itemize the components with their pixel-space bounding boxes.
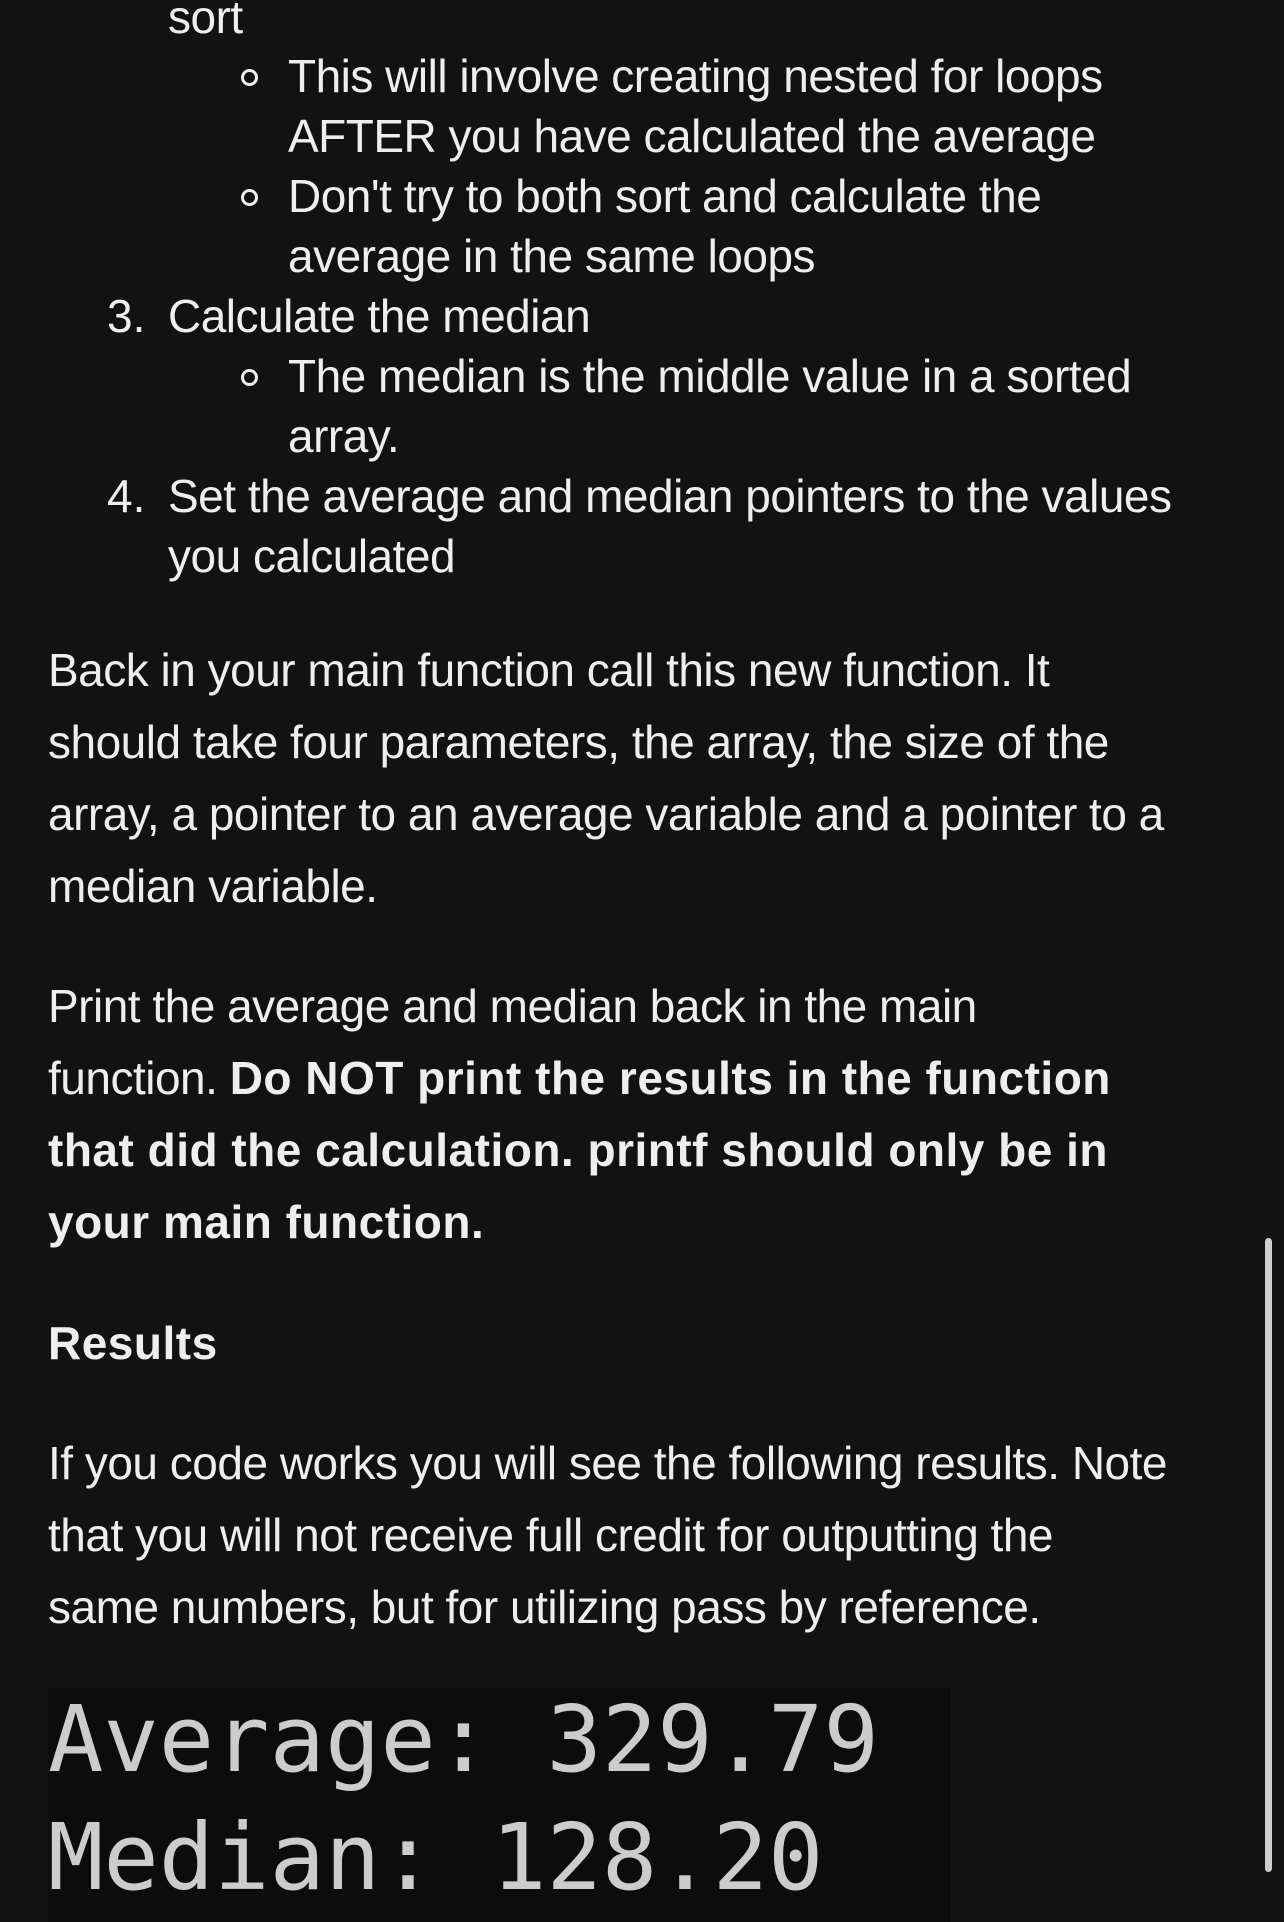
bold-warning-text: that did the calculation. printf should only be in [48,1124,1108,1176]
paragraph-line: same numbers, but for utilizing pass by reference. [48,1581,1041,1633]
sub-item-line: The median is the middle value in a sorted [288,350,1132,402]
paragraph-line [48,1042,1228,1114]
bold-warning-text: your main function. [48,1196,485,1248]
sub-item-line: This will involve creating nested for loops [288,50,1103,102]
list-item-text: Set the average and median pointers to the values [168,470,1172,522]
list-number: 3. [107,290,146,342]
list-fragment-text: sort [168,0,243,43]
paragraph-text: function. [48,1052,230,1104]
sub-item-line: Don't try to both sort and calculate the [288,170,1042,222]
paragraph [48,634,1228,922]
section-heading: Results [48,1317,218,1369]
console-output-image [48,1688,951,1922]
list-number: 4. [107,470,146,522]
median-output-line: Median: 128.20 [48,1804,824,1911]
bold-warning-text: Do NOT print the results in the function [229,1052,1111,1104]
sub-item-line: average in the same loops [288,230,816,282]
paragraph-line: array, a pointer to an average variable and a pointer to a [48,788,1164,840]
vertical-scrollbar[interactable] [1265,1238,1272,1872]
paragraph-line: that you will not receive full credit for outputting the [48,1509,1054,1561]
bullet-icon [241,189,258,206]
paragraph-line: Back in your main function call this new function. It [48,644,1050,696]
paragraph-line: If you code works you will see the following results. Note [48,1437,1167,1489]
bullet-icon [241,369,258,386]
list-item-text: Calculate the median [168,290,591,342]
bullet-icon [241,69,258,86]
average-output-line: Average: 329.79 [48,1686,879,1793]
list-item-text: you calculated [168,530,456,582]
paragraph [48,970,1228,1258]
paragraph-line: Print the average and median back in the main [48,980,977,1032]
sub-item-line: AFTER you have calculated the average [288,110,1096,162]
sub-item-line: array. [288,410,400,462]
paragraph [48,1427,1228,1643]
paragraph-line: should take four parameters, the array, the size of the [48,716,1109,768]
paragraph-line: median variable. [48,860,378,912]
